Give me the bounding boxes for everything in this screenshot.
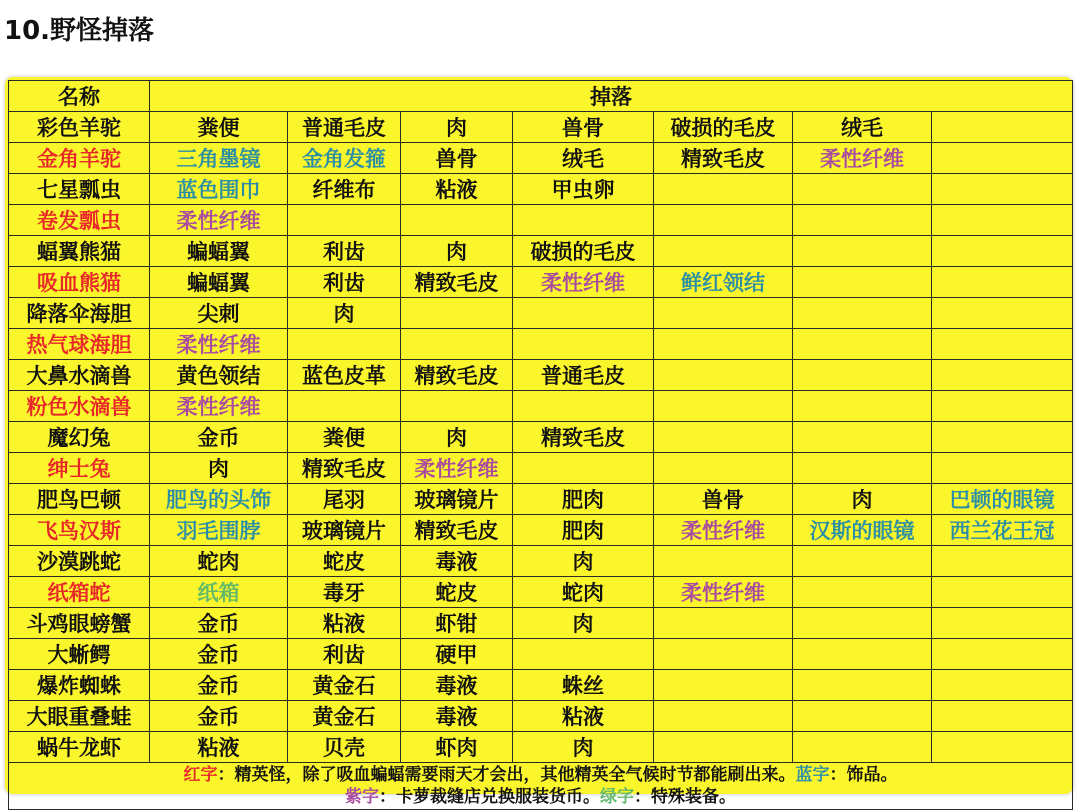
monster-name-cell: 沙漠跳蛇 (9, 546, 150, 577)
monster-name-cell: 热气球海胆 (9, 329, 150, 360)
legend-text: ：卡萝裁缝店兑换服装货币。 (379, 787, 600, 807)
drop-cell: 肥肉 (513, 515, 654, 546)
drop-cell: 羽毛围脖 (150, 515, 288, 546)
drop-cell: 粪便 (288, 422, 401, 453)
drop-cell (654, 546, 793, 577)
drop-cell (932, 732, 1073, 763)
drop-cell: 虾钳 (401, 608, 513, 639)
header-drops: 掉落 (150, 81, 1073, 112)
drop-cell: 兽骨 (654, 484, 793, 515)
table-row (9, 732, 1073, 763)
drop-cell (793, 298, 932, 329)
drop-cell: 粘液 (150, 732, 288, 763)
drop-cell (932, 298, 1073, 329)
drop-cell (932, 453, 1073, 484)
drop-cell (654, 732, 793, 763)
drop-cell: 蛇皮 (288, 546, 401, 577)
drop-cell: 利齿 (288, 267, 401, 298)
drop-cell: 肉 (401, 422, 513, 453)
drop-cell (793, 267, 932, 298)
drop-cell (513, 391, 654, 422)
drop-cell (793, 422, 932, 453)
drop-cell (932, 360, 1073, 391)
drop-cell: 精致毛皮 (401, 515, 513, 546)
drop-cell (513, 298, 654, 329)
drop-cell: 蛛丝 (513, 670, 654, 701)
drop-cell (932, 577, 1073, 608)
table-row (9, 546, 1073, 577)
drop-cell: 毒液 (401, 701, 513, 732)
drop-cell: 肉 (513, 546, 654, 577)
drop-cell: 柔性纤维 (150, 391, 288, 422)
drop-cell: 蛇肉 (150, 546, 288, 577)
drop-cell: 金币 (150, 670, 288, 701)
drop-cell: 兽骨 (401, 143, 513, 174)
drop-cell: 汉斯的眼镜 (793, 515, 932, 546)
table-row (9, 608, 1073, 639)
table-row (9, 639, 1073, 670)
drop-cell (513, 639, 654, 670)
drop-cell: 纤维布 (288, 174, 401, 205)
monster-name-cell: 大鼻水滴兽 (9, 360, 150, 391)
drop-cell: 黄色领结 (150, 360, 288, 391)
drop-cell (288, 329, 401, 360)
drop-cell: 绒毛 (793, 112, 932, 143)
monster-name-cell: 飞鸟汉斯 (9, 515, 150, 546)
drop-cell: 粘液 (288, 608, 401, 639)
monster-name-cell: 七星瓢虫 (9, 174, 150, 205)
drop-cell: 黄金石 (288, 670, 401, 701)
table-row (9, 298, 1073, 329)
drop-cell (932, 670, 1073, 701)
drop-cell (654, 670, 793, 701)
monster-name-cell: 纸箱蛇 (9, 577, 150, 608)
drop-cell (401, 205, 513, 236)
legend-line (9, 786, 1072, 808)
drop-cell (654, 608, 793, 639)
drop-cell (654, 205, 793, 236)
drop-cell: 玻璃镜片 (401, 484, 513, 515)
drop-cell: 甲虫卵 (513, 174, 654, 205)
legend-text: 绿字 (600, 787, 634, 807)
drop-cell: 精致毛皮 (513, 422, 654, 453)
drop-cell (793, 360, 932, 391)
drop-cell: 粪便 (150, 112, 288, 143)
drop-cell (932, 205, 1073, 236)
drop-cell (932, 639, 1073, 670)
drop-cell (793, 546, 932, 577)
drop-cell (932, 143, 1073, 174)
drop-cell: 柔性纤维 (513, 267, 654, 298)
table-row (9, 577, 1073, 608)
drop-cell: 毒液 (401, 546, 513, 577)
drop-cell: 蝙蝠翼 (150, 267, 288, 298)
table-row (9, 453, 1073, 484)
drop-cell (793, 391, 932, 422)
drop-cell (288, 391, 401, 422)
drop-cell: 虾肉 (401, 732, 513, 763)
monster-name-cell: 爆炸蜘蛛 (9, 670, 150, 701)
monster-name-cell: 粉色水滴兽 (9, 391, 150, 422)
legend-text: 红字 (183, 765, 218, 785)
drop-cell (401, 329, 513, 360)
drop-cell (932, 236, 1073, 267)
drop-cell: 硬甲 (401, 639, 513, 670)
drop-cell: 肉 (401, 112, 513, 143)
drop-cell (654, 329, 793, 360)
drop-cell (793, 205, 932, 236)
drop-cell: 巴顿的眼镜 (932, 484, 1073, 515)
drop-cell: 粘液 (513, 701, 654, 732)
monster-name-cell: 大眼重叠蛙 (9, 701, 150, 732)
drop-cell (288, 205, 401, 236)
table-row (9, 701, 1073, 732)
header-row (9, 81, 1073, 112)
drop-cell: 蓝色皮革 (288, 360, 401, 391)
drop-cell (793, 732, 932, 763)
monster-name-cell: 卷发瓢虫 (9, 205, 150, 236)
monster-name-cell: 魔幻兔 (9, 422, 150, 453)
drop-cell: 柔性纤维 (401, 453, 513, 484)
drop-cell: 肉 (793, 484, 932, 515)
legend-text: ：饰品。 (829, 765, 898, 785)
drop-cell (654, 391, 793, 422)
drop-cell: 利齿 (288, 639, 401, 670)
table-row (9, 174, 1073, 205)
drop-cell: 绒毛 (513, 143, 654, 174)
drop-cell (932, 267, 1073, 298)
table-row (9, 329, 1073, 360)
drop-cell (793, 608, 932, 639)
drop-cell: 普通毛皮 (288, 112, 401, 143)
drop-cell (654, 298, 793, 329)
drop-cell: 破损的毛皮 (513, 236, 654, 267)
drop-cell: 肥鸟的头饰 (150, 484, 288, 515)
drop-cell: 毒液 (401, 670, 513, 701)
monster-name-cell: 斗鸡眼螃蟹 (9, 608, 150, 639)
monster-name-cell: 肥鸟巴顿 (9, 484, 150, 515)
drop-cell: 柔性纤维 (793, 143, 932, 174)
drop-cell: 精致毛皮 (401, 267, 513, 298)
monster-name-cell: 蝠翼熊猫 (9, 236, 150, 267)
monster-name-cell: 蜗牛龙虾 (9, 732, 150, 763)
legend-text: 紫字 (345, 787, 379, 807)
drop-cell (654, 422, 793, 453)
drop-cell: 精致毛皮 (654, 143, 793, 174)
legend-row (9, 763, 1073, 810)
legend-line (9, 764, 1072, 786)
drop-cell: 三角墨镜 (150, 143, 288, 174)
drop-cell (513, 329, 654, 360)
drop-cell (654, 360, 793, 391)
drop-cell (513, 453, 654, 484)
drop-cell: 金币 (150, 608, 288, 639)
table-row (9, 670, 1073, 701)
legend-note (9, 763, 1073, 810)
table-row (9, 236, 1073, 267)
drop-cell: 尾羽 (288, 484, 401, 515)
drop-cell: 玻璃镜片 (288, 515, 401, 546)
drop-cell (932, 329, 1073, 360)
drop-cell: 鲜红领结 (654, 267, 793, 298)
drop-cell (654, 174, 793, 205)
drop-cell (932, 391, 1073, 422)
table-row (9, 360, 1073, 391)
drop-cell: 纸箱 (150, 577, 288, 608)
drop-cell: 柔性纤维 (150, 205, 288, 236)
drop-cell: 金币 (150, 422, 288, 453)
monster-drop-table (8, 80, 1073, 810)
drop-cell: 利齿 (288, 236, 401, 267)
drop-cell: 柔性纤维 (150, 329, 288, 360)
drop-cell (654, 701, 793, 732)
drop-cell: 肥肉 (513, 484, 654, 515)
drop-cell: 柔性纤维 (654, 577, 793, 608)
drop-cell: 金角发箍 (288, 143, 401, 174)
drop-cell (513, 205, 654, 236)
drop-cell: 肉 (150, 453, 288, 484)
drop-cell (654, 236, 793, 267)
table-row (9, 484, 1073, 515)
monster-name-cell: 金角羊驼 (9, 143, 150, 174)
table-row (9, 112, 1073, 143)
drop-cell (793, 701, 932, 732)
drop-cell: 粘液 (401, 174, 513, 205)
drop-cell (932, 701, 1073, 732)
monster-name-cell: 降落伞海胆 (9, 298, 150, 329)
header-name: 名称 (9, 81, 150, 112)
drop-cell (401, 298, 513, 329)
drop-cell (932, 608, 1073, 639)
drop-cell: 精致毛皮 (401, 360, 513, 391)
drop-cell: 金币 (150, 639, 288, 670)
legend-text: ：精英怪，除了吸血蝙蝠需要雨天才会出，其他精英全气候时节都能刷出来。 (217, 765, 796, 785)
drop-cell (932, 546, 1073, 577)
drop-cell: 蛇皮 (401, 577, 513, 608)
table-row (9, 422, 1073, 453)
drop-cell: 精致毛皮 (288, 453, 401, 484)
drop-cell: 兽骨 (513, 112, 654, 143)
drop-cell (654, 453, 793, 484)
drop-cell: 金币 (150, 701, 288, 732)
drop-cell (793, 236, 932, 267)
drop-cell (932, 422, 1073, 453)
table-row (9, 515, 1073, 546)
drop-cell (932, 174, 1073, 205)
table-row (9, 267, 1073, 298)
drop-cell (932, 112, 1073, 143)
drop-cell (401, 391, 513, 422)
table-row (9, 391, 1073, 422)
drop-cell: 普通毛皮 (513, 360, 654, 391)
drop-cell: 蝙蝠翼 (150, 236, 288, 267)
drop-cell (793, 453, 932, 484)
drop-cell (793, 577, 932, 608)
monster-name-cell: 绅士兔 (9, 453, 150, 484)
drop-cell: 尖刺 (150, 298, 288, 329)
drop-cell (793, 174, 932, 205)
drop-cell: 西兰花王冠 (932, 515, 1073, 546)
legend-text: 蓝字 (795, 765, 830, 785)
drop-cell: 肉 (288, 298, 401, 329)
drop-cell: 蛇肉 (513, 577, 654, 608)
drop-cell (793, 670, 932, 701)
monster-name-cell: 大蜥鳄 (9, 639, 150, 670)
drop-cell (793, 639, 932, 670)
drop-cell (654, 639, 793, 670)
drop-cell: 肉 (513, 608, 654, 639)
table-row (9, 143, 1073, 174)
monster-name-cell: 彩色羊驼 (9, 112, 150, 143)
table-row (9, 205, 1073, 236)
drop-cell: 肉 (401, 236, 513, 267)
legend-text: ：特殊装备。 (634, 787, 736, 807)
monster-name-cell: 吸血熊猫 (9, 267, 150, 298)
drop-cell: 贝壳 (288, 732, 401, 763)
drop-cell: 肉 (513, 732, 654, 763)
drop-cell (793, 329, 932, 360)
drop-cell: 柔性纤维 (654, 515, 793, 546)
drop-cell: 蓝色围巾 (150, 174, 288, 205)
page-title: 10.野怪掉落 (4, 16, 155, 46)
drop-cell: 黄金石 (288, 701, 401, 732)
drop-cell: 破损的毛皮 (654, 112, 793, 143)
drop-cell: 毒牙 (288, 577, 401, 608)
